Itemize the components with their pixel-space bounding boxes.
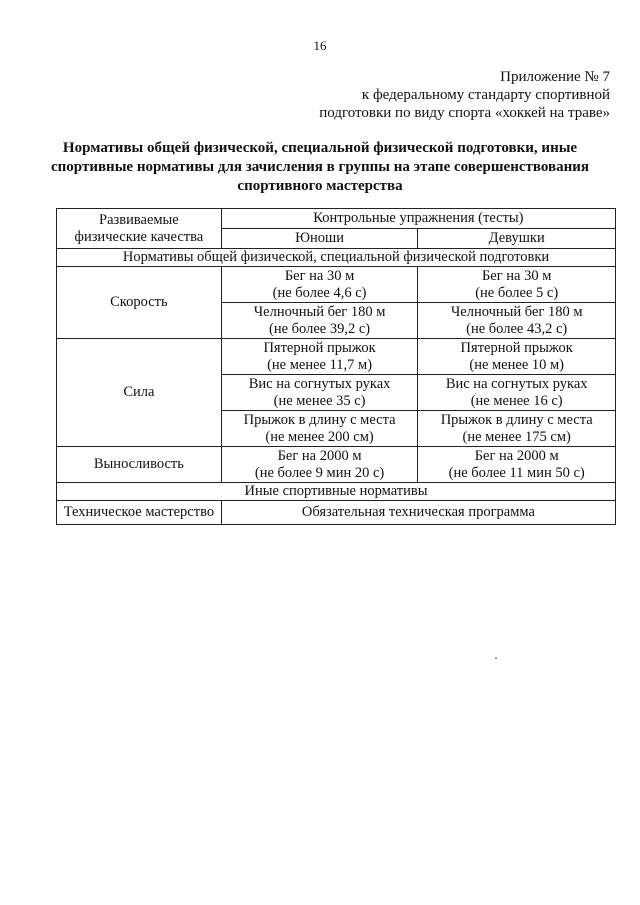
technical-program: Обязательная техническая программа: [221, 501, 615, 525]
quality-technical: Техническое мастерство: [57, 501, 222, 525]
header-boys: Юноши: [221, 229, 418, 249]
scan-speck: [495, 657, 497, 659]
appendix-line-2: к федеральному стандарту спортивной: [361, 87, 610, 103]
cell-girls: [418, 447, 616, 483]
cell-text: (не более 4,6 с): [272, 284, 367, 301]
cell-text: (не менее 35 с): [273, 392, 366, 409]
cell-text: Пятерной прыжок: [460, 339, 573, 356]
table-header-row: [57, 209, 616, 229]
cell-text: (не менее 10 м): [469, 356, 565, 373]
section-row-other: [57, 483, 616, 501]
title-line-1: Нормативы общей физической, специальной физической подготовки, иные: [62, 140, 578, 156]
cell-text: (не более 11 мин 50 с): [448, 464, 585, 481]
quality-speed: Скорость: [57, 267, 222, 339]
cell-girls: [418, 303, 616, 339]
header-girls: Девушки: [418, 229, 616, 249]
header-tests: Контрольные упражнения (тесты): [221, 209, 615, 229]
header-qualities: [57, 209, 222, 249]
cell-text: Прыжок в длину с места: [243, 411, 396, 428]
cell-boys: [221, 339, 418, 375]
title-line-3: спортивного мастерства: [237, 178, 403, 194]
cell-girls: [418, 411, 616, 447]
cell-boys: [221, 447, 418, 483]
cell-text: Челночный бег 180 м: [253, 303, 386, 320]
cell-text: Вис на согнутых руках: [445, 375, 588, 392]
section-other-label: Иные спортивные нормативы: [57, 483, 616, 501]
section-general-label: Нормативы общей физической, специальной физической подготовки: [57, 249, 616, 267]
cell-girls: [418, 339, 616, 375]
cell-boys: [221, 375, 418, 411]
cell-text: Прыжок в длину с места: [440, 411, 593, 428]
appendix-line-3: подготовки по виду спорта «хоккей на траве»: [319, 105, 610, 121]
cell-text: (не менее 175 см): [462, 428, 571, 445]
cell-text: (не более 39,2 с): [269, 320, 371, 337]
cell-boys: [221, 411, 418, 447]
cell-text: Вис на согнутых руках: [248, 375, 391, 392]
cell-text: Бег на 30 м: [481, 267, 552, 284]
cell-boys: [221, 303, 418, 339]
cell-text: (не менее 200 см): [265, 428, 374, 445]
cell-text: (не более 43,2 с): [466, 320, 568, 337]
table-row: [57, 267, 616, 303]
table-row: [57, 339, 616, 375]
cell-girls: [418, 375, 616, 411]
cell-text: Бег на 2000 м: [474, 447, 559, 464]
cell-text: Бег на 2000 м: [277, 447, 362, 464]
table-row: [57, 501, 616, 525]
cell-girls: [418, 267, 616, 303]
table-row: [57, 447, 616, 483]
section-row-general: [57, 249, 616, 267]
cell-text: (не менее 16 с): [470, 392, 563, 409]
cell-text: Пятерной прыжок: [263, 339, 376, 356]
document-title: [40, 139, 600, 196]
cell-boys: [221, 267, 418, 303]
cell-text: Бег на 30 м: [284, 267, 355, 284]
cell-text: (не более 9 мин 20 с): [254, 464, 385, 481]
appendix-line-1: Приложение № 7: [500, 69, 610, 85]
appendix-header: [319, 68, 610, 122]
title-line-2: спортивные нормативы для зачисления в группы на этапе совершенствования: [51, 159, 589, 175]
header-qualities-line-2: физические качества: [74, 228, 204, 245]
quality-endurance: Выносливость: [57, 447, 222, 483]
header-qualities-line-1: Развиваемые: [99, 211, 179, 228]
quality-strength: Сила: [57, 339, 222, 447]
cell-text: (не более 5 с): [475, 284, 559, 301]
norms-table: [56, 208, 616, 525]
cell-text: (не менее 11,7 м): [267, 356, 373, 373]
page-number: 16: [313, 38, 327, 53]
cell-text: Челночный бег 180 м: [450, 303, 583, 320]
